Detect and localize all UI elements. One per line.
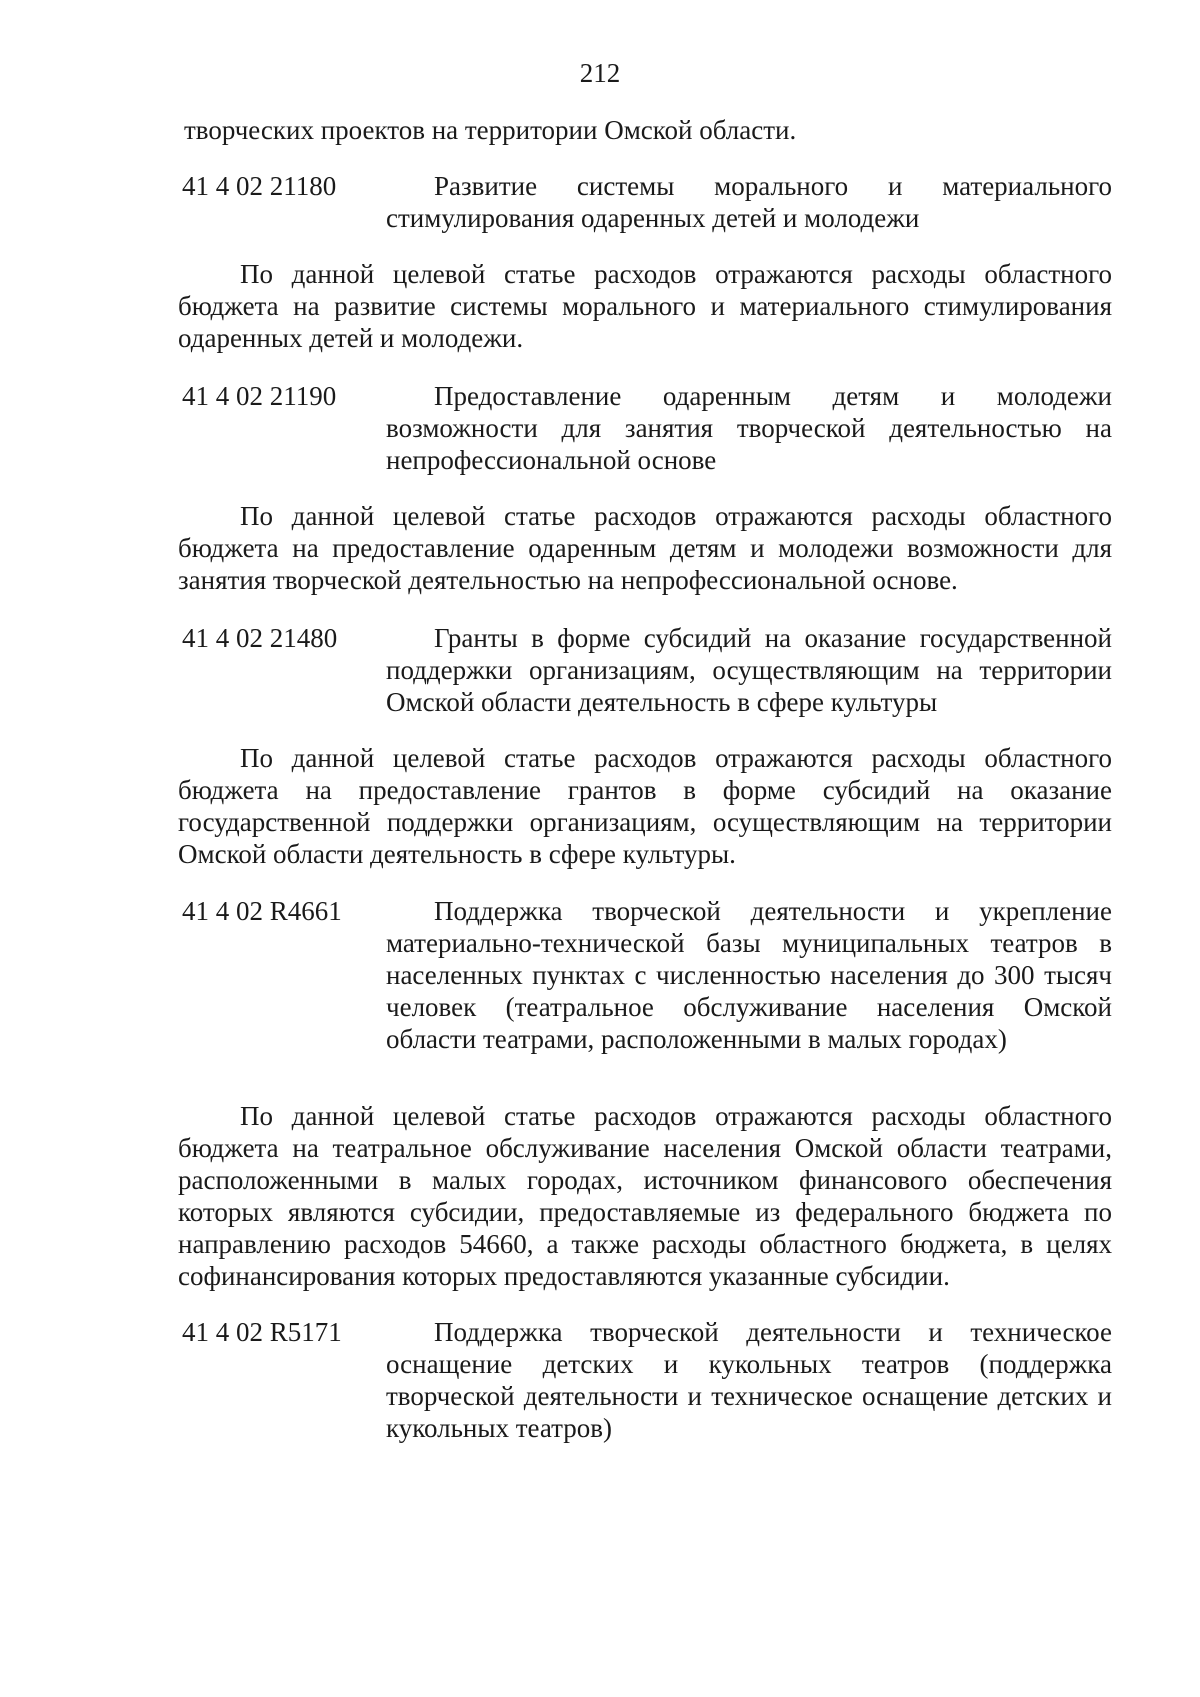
entry-title: Развитие системы морального и материального стимулирования одаренных детей и молодежи: [386, 171, 1112, 233]
entry-code: 41 4 02 21480: [182, 623, 338, 653]
entry-title: Предоставление одаренным детям и молодежи возможности для занятия творческой деятельностью на непрофессиональной основе: [386, 381, 1112, 475]
entry-description: По данной целевой статье расходов отражаются расходы областного бюджета на развитие системы морального и материального стимулирования одаренных детей и молодежи.: [178, 259, 1112, 353]
page-number: 212: [579, 58, 621, 88]
entry-code: 41 4 02 21190: [182, 381, 337, 411]
entry-title: Поддержка творческой деятельности и техническое оснащение детских и кукольных театров (поддержка творческой деятельности и техническое оснащение детских и кукольных театров): [386, 1317, 1112, 1443]
entry-code: 41 4 02 21180: [182, 171, 337, 201]
intro-paragraph: творческих проектов на территории Омской области.: [184, 115, 797, 145]
entry-code: 41 4 02 R5171: [182, 1317, 342, 1347]
entry-title: Поддержка творческой деятельности и укрепление материально-технической базы муниципальных театров в населенных пунктах с численностью населения до 300 тысяч человек (театральное обслуживание населения Омской области театрами, расположенными в малых городах): [386, 896, 1112, 1054]
entry-description: По данной целевой статье расходов отражаются расходы областного бюджета на театральное обслуживание населения Омской области театрами, расположенными в малых городах, источником финансового обеспечения которых являются субсидии, предоставляемые из федерального бюджета по направлению расходов 54660, а также расходы областного бюджета, в целях софинансирования которых предоставляются указанные субсидии.: [178, 1101, 1112, 1291]
entry-description: По данной целевой статье расходов отражаются расходы областного бюджета на предоставление грантов в форме субсидий на оказание государственной поддержки организациям, осуществляющим на территории Омской области деятельность в сфере культуры.: [178, 743, 1112, 869]
entry-description: По данной целевой статье расходов отражаются расходы областного бюджета на предоставление одаренным детям и молодежи возможности для занятия творческой деятельностью на непрофессиональной основе.: [178, 501, 1112, 595]
entry-code: 41 4 02 R4661: [182, 896, 342, 926]
entry-title: Гранты в форме субсидий на оказание государственной поддержки организациям, осуществляющим на территории Омской области деятельность в сфере культуры: [386, 623, 1112, 717]
